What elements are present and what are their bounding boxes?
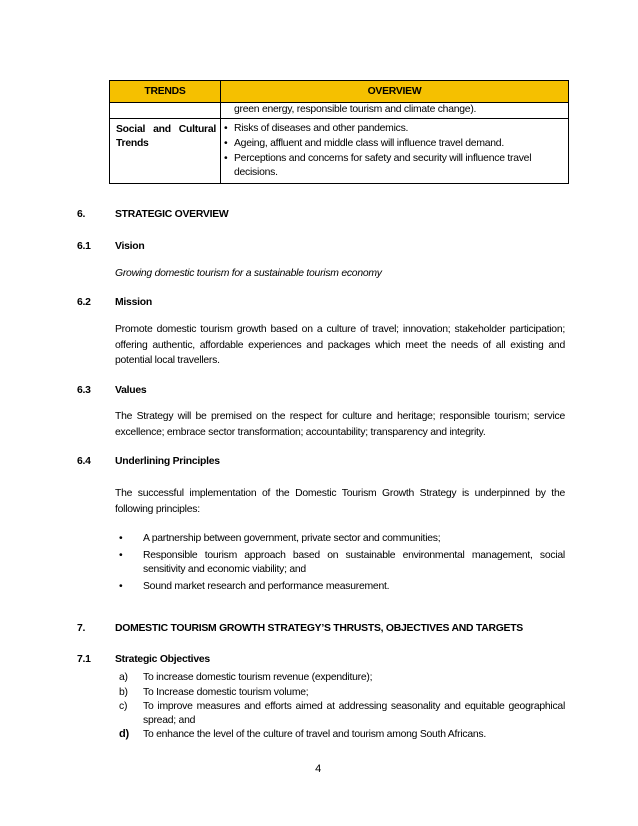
objective-item — [117, 728, 565, 742]
values-text: The Strategy will be premised on the respect for culture and heritage; responsible tourism; service excellence; embrace sector transformation; accountability; transparency and integrity. — [115, 411, 565, 438]
section-6-3-number: 6.3 — [77, 385, 91, 396]
vision-text: Growing domestic tourism for a sustainable tourism economy — [115, 268, 382, 279]
section-6-title: STRATEGIC OVERVIEW — [115, 209, 229, 220]
objective-letter: d) — [119, 728, 129, 740]
objective-item — [117, 671, 565, 685]
objective-text: To improve measures and efforts aimed at addressing seasonality and equitable geographical spread; and — [143, 701, 565, 726]
table-bullet: • Perceptions and concerns for safety and security will influence travel decisions. — [221, 152, 566, 180]
table-continued-text: green energy, responsible tourism and climate change). — [234, 104, 477, 115]
section-6-1-title: Vision — [115, 241, 145, 252]
objective-letter: b) — [119, 686, 128, 698]
table-header-overview: OVERVIEW — [367, 86, 422, 97]
table-row-label: Social and Cultural Trends — [116, 124, 216, 149]
table-bullet: • Ageing, affluent and middle class will influence travel demand. — [221, 137, 566, 151]
mission-text: Promote domestic tourism growth based on a culture of travel; innovation; stakeholder participation; offering authentic, affordable experiences and packages which meet the needs of all existing and potential local travellers. — [115, 324, 565, 366]
section-6-2-number: 6.2 — [77, 297, 91, 308]
objective-letter: c) — [119, 701, 128, 712]
section-7-title: DOMESTIC TOURISM GROWTH STRATEGY’S THRUSTS, OBJECTIVES AND TARGETS — [115, 623, 523, 634]
objective-text: To enhance the level of the culture of travel and tourism among South Africans. — [143, 729, 486, 740]
objective-letter: a) — [119, 672, 128, 683]
section-6-4-title: Underlining Principles — [115, 456, 220, 467]
section-7-number: 7. — [77, 623, 86, 634]
section-6-2-title: Mission — [115, 297, 152, 308]
objective-text: To increase domestic tourism revenue (expenditure); — [143, 672, 373, 683]
objective-item — [117, 700, 565, 727]
section-6-3-title: Values — [115, 385, 147, 396]
table-bullet: • Risks of diseases and other pandemics. — [221, 122, 566, 136]
principle-item: • A partnership between government, private sector and communities; — [115, 532, 565, 547]
table-row-divider — [110, 118, 568, 119]
section-6-1-number: 6.1 — [77, 241, 91, 252]
section-6-number: 6. — [77, 209, 86, 220]
trends-table — [109, 80, 569, 184]
objectives-list — [117, 671, 565, 743]
section-6-4-number: 6.4 — [77, 456, 91, 467]
principle-item: • Sound market research and performance measurement. — [115, 580, 565, 595]
principle-item: • Responsible tourism approach based on sustainable environmental management, social sensitivity and economic viability; and — [115, 549, 565, 578]
table-bullet-list — [221, 122, 566, 181]
section-7-1-title: Strategic Objectives — [115, 654, 210, 665]
principles-list — [115, 532, 565, 596]
page-number: 4 — [315, 763, 321, 775]
objective-item — [117, 686, 565, 700]
section-7-1-number: 7.1 — [77, 654, 91, 665]
objective-text: To Increase domestic tourism volume; — [143, 686, 309, 698]
principles-intro: The successful implementation of the Domestic Tourism Growth Strategy is underpinned by the following principles: — [115, 488, 565, 515]
table-header-trends: TRENDS — [144, 86, 186, 97]
